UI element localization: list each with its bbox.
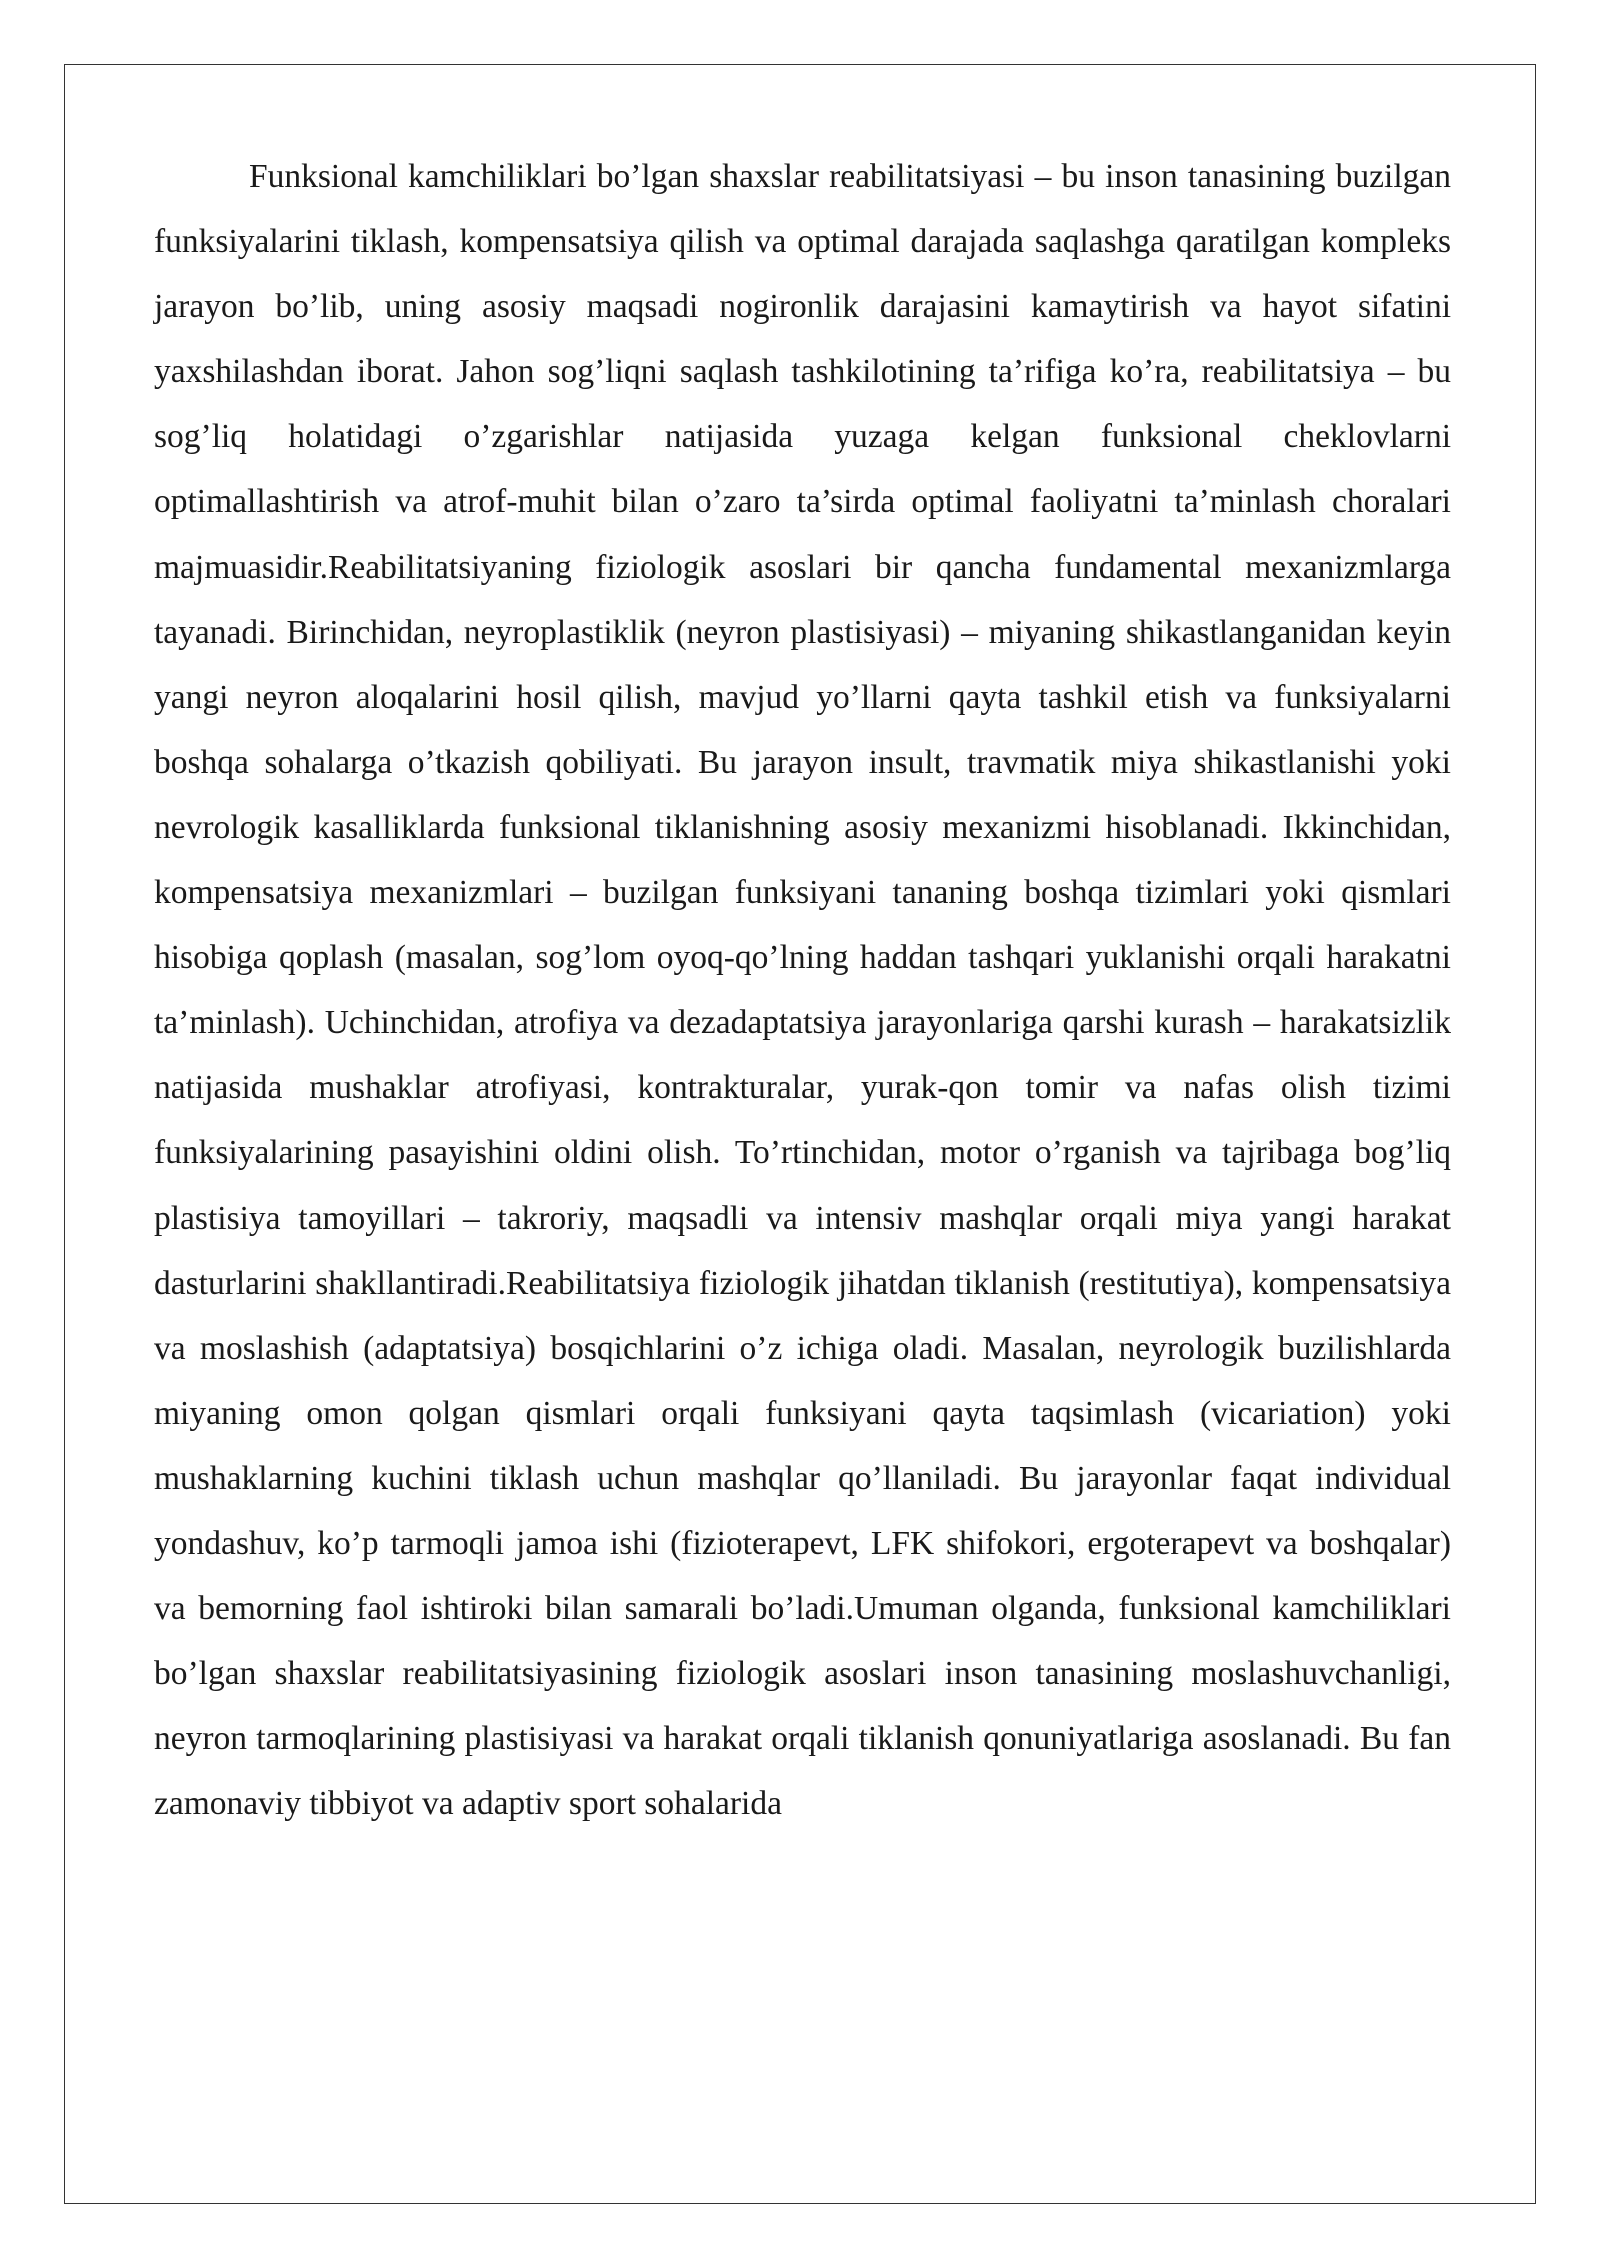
body-paragraph: Funksional kamchiliklari bo’lgan shaxslar reabilitatsiyasi – bu inson tanasining buzilgan funksiyalarini tiklash, kompensatsiya qilish va optimal darajada saqlashga qaratilgan kompleks jarayon bo’lib, uning asosiy maqsadi nogironlik darajasini kamaytirish va hayot sifatini yaxshilashdan iborat. Jahon sog’liqni saqlash tashkilotining ta’rifiga ko’ra, reabilitatsiya – bu sog’liq holatidagi o’zgarishlar natijasida yuzaga kelgan funksional cheklovlarni optimallashtirish va atrof-muhit bilan o’zaro ta’sirda optimal faoliyatni ta’minlash choralari majmuasidir.Reabilitatsiyaning fiziologik asoslari bir qancha fundamental mexanizmlarga tayanadi. Birinchidan, neyroplastiklik (neyron plastisiyasi) – miyaning shikastlanganidan keyin yangi neyron aloqalarini hosil qilish, mavjud yo’llarni qayta tashkil etish va funksiyalarni boshqa sohalarga o’tkazish qobiliyati. Bu jarayon insult, travmatik miya shikastlanishi yoki nevrologik kasalliklarda funksional tiklanishning asosiy mexanizmi hisoblanadi. Ikkinchidan, kompensatsiya mexanizmlari – buzilgan funksiyani tananing boshqa tizimlari yoki qismlari hisobiga qoplash (masalan, sog’lom oyoq-qo’lning haddan tashqari yuklanishi orqali harakatni ta’minlash). Uchinchidan, atrofiya va dezadaptatsiya jarayonlariga qarshi kurash – harakatsizlik natijasida mushaklar atrofiyasi, kontrakturalar, yurak-qon tomir va nafas olish tizimi funksiyalarining pasayishini oldini olish. To’rtinchidan, motor o’rganish va tajribaga bog’liq plastisiya tamoyillari – takroriy, maqsadli va intensiv mashqlar orqali miya yangi harakat dasturlarini shakllantiradi.Reabilitatsiya fiziologik jihatdan tiklanish (restitutiya), kompensatsiya va moslashish (adaptatsiya) bosqichlarini o’z ichiga oladi. Masalan, neyrologik buzilishlarda miyaning omon qolgan qismlari orqali funksiyani qayta taqsimlash (vicariation) yoki mushaklarning kuchini tiklash uchun mashqlar qo’llaniladi. Bu jarayonlar faqat individual yondashuv, ko’p tarmoqli jamoa ishi (fizioterapevt, LFK shifokori, ergoterapevt va boshqalar) va bemorning faol ishtiroki bilan samarali bo’ladi.Umuman olganda, funksional kamchiliklari bo’lgan shaxslar reabilitatsiyasining fiziologik asoslari inson tanasining moslashuvchanligi, neyron tarmoqlarining plastisiyasi va harakat orqali tiklanish qonuniyatlariga asoslanadi. Bu fan zamonaviy tibbiyot va adaptiv sport sohalarida — [154, 158, 1451, 1823]
